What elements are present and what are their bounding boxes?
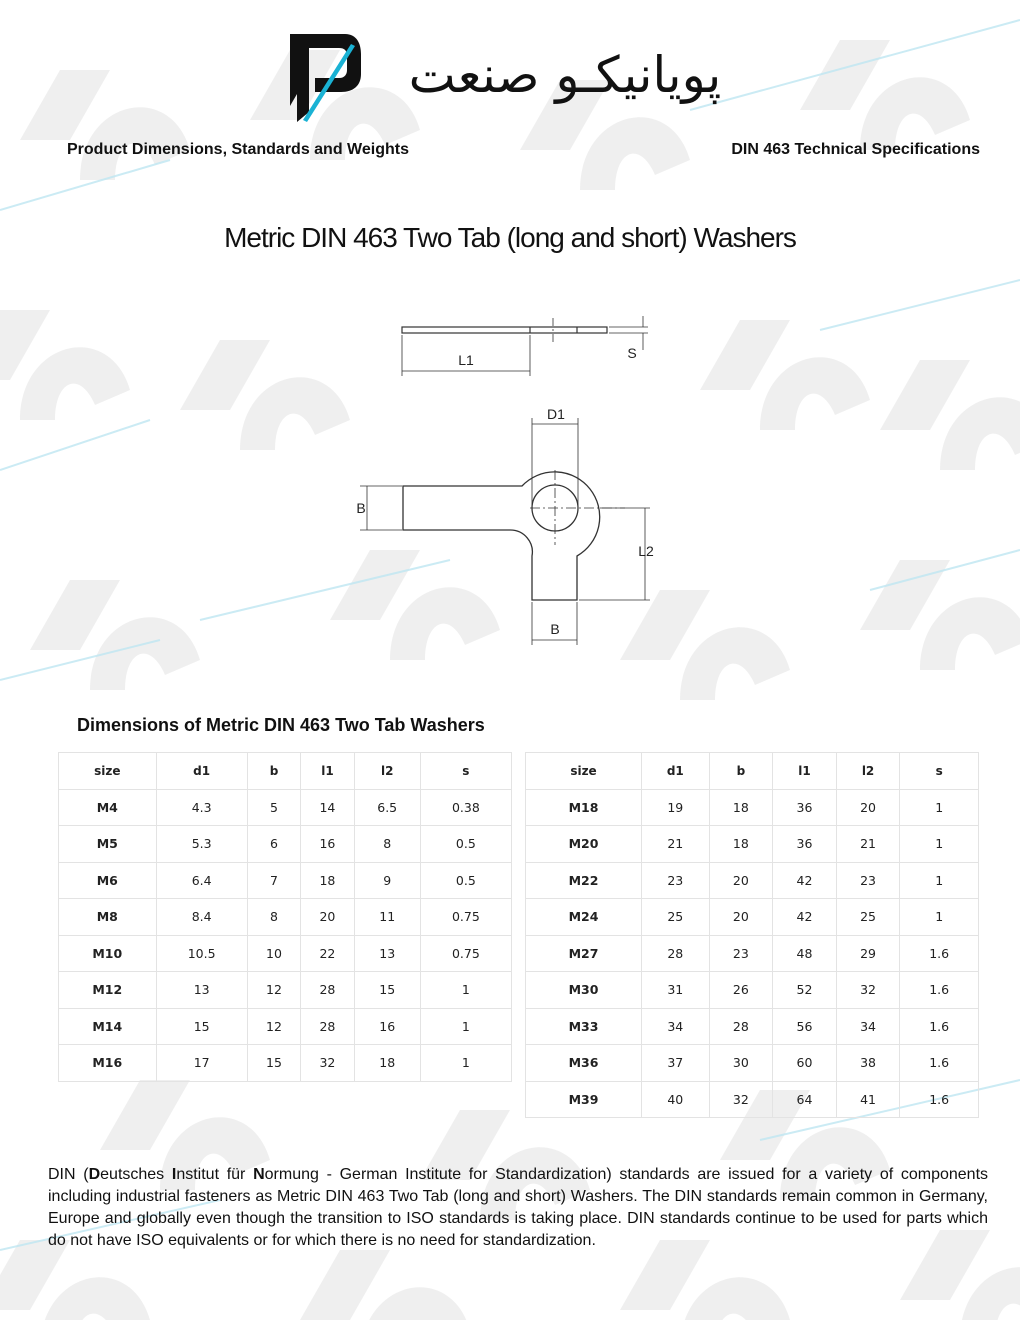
cell-d1: 15 bbox=[156, 1008, 247, 1045]
cell-s: 1 bbox=[900, 862, 979, 899]
cell-size: M30 bbox=[526, 972, 642, 1009]
cell-l1: 32 bbox=[301, 1045, 354, 1082]
cell-size: M6 bbox=[59, 862, 157, 899]
footer-paragraph bbox=[48, 1164, 988, 1252]
table-row bbox=[526, 862, 979, 899]
cell-l1: 42 bbox=[773, 862, 837, 899]
cell-d1: 21 bbox=[642, 826, 710, 863]
cell-b: 7 bbox=[247, 862, 300, 899]
cell-l1: 52 bbox=[773, 972, 837, 1009]
cell-size: M5 bbox=[59, 826, 157, 863]
header-right-text: DIN 463 Technical Specifications bbox=[731, 141, 980, 158]
column-header-l2: l2 bbox=[836, 753, 900, 790]
side-view bbox=[402, 316, 648, 376]
cell-size: M16 bbox=[59, 1045, 157, 1082]
cell-s: 1 bbox=[900, 789, 979, 826]
cell-l2: 18 bbox=[354, 1045, 420, 1082]
table-header-row bbox=[526, 753, 979, 790]
table-row bbox=[59, 972, 512, 1009]
cell-b: 15 bbox=[247, 1045, 300, 1082]
table-row bbox=[526, 826, 979, 863]
table-row bbox=[526, 935, 979, 972]
cell-l2: 32 bbox=[836, 972, 900, 1009]
cell-s: 0.75 bbox=[420, 899, 511, 936]
cell-l2: 6.5 bbox=[354, 789, 420, 826]
cell-d1: 23 bbox=[642, 862, 710, 899]
cell-l2: 41 bbox=[836, 1081, 900, 1118]
cell-s: 0.75 bbox=[420, 935, 511, 972]
cell-l1: 42 bbox=[773, 899, 837, 936]
column-header-d1: d1 bbox=[156, 753, 247, 790]
cell-size: M39 bbox=[526, 1081, 642, 1118]
table-row bbox=[59, 862, 512, 899]
cell-s: 1.6 bbox=[900, 1081, 979, 1118]
cell-b: 26 bbox=[709, 972, 773, 1009]
label-s: S bbox=[627, 345, 637, 361]
table-row bbox=[526, 972, 979, 1009]
cell-s: 1.6 bbox=[900, 935, 979, 972]
cell-size: M10 bbox=[59, 935, 157, 972]
cell-size: M33 bbox=[526, 1008, 642, 1045]
cell-l2: 9 bbox=[354, 862, 420, 899]
cell-l2: 20 bbox=[836, 789, 900, 826]
cell-b: 32 bbox=[709, 1081, 773, 1118]
cell-size: M22 bbox=[526, 862, 642, 899]
cell-b: 18 bbox=[709, 826, 773, 863]
cell-l2: 13 bbox=[354, 935, 420, 972]
cell-s: 1 bbox=[420, 972, 511, 1009]
cell-d1: 8.4 bbox=[156, 899, 247, 936]
cell-b: 12 bbox=[247, 1008, 300, 1045]
cell-size: M20 bbox=[526, 826, 642, 863]
table-row bbox=[59, 789, 512, 826]
cell-b: 6 bbox=[247, 826, 300, 863]
brand-name: پویانیکـو صنعت bbox=[408, 46, 722, 104]
cell-d1: 4.3 bbox=[156, 789, 247, 826]
column-header-d1: d1 bbox=[642, 753, 710, 790]
label-l1: L1 bbox=[458, 352, 474, 368]
footer-text-1: DIN ( bbox=[48, 1166, 89, 1183]
cell-b: 28 bbox=[709, 1008, 773, 1045]
cell-size: M12 bbox=[59, 972, 157, 1009]
cell-l1: 28 bbox=[301, 1008, 354, 1045]
cell-d1: 34 bbox=[642, 1008, 710, 1045]
cell-d1: 37 bbox=[642, 1045, 710, 1082]
cell-l2: 38 bbox=[836, 1045, 900, 1082]
top-view bbox=[360, 418, 650, 645]
cell-s: 0.5 bbox=[420, 826, 511, 863]
footer-bold-d: D bbox=[88, 1166, 101, 1183]
table-row bbox=[526, 1045, 979, 1082]
cell-l2: 23 bbox=[836, 862, 900, 899]
cell-s: 1 bbox=[420, 1008, 511, 1045]
footer-bold-n: N bbox=[253, 1166, 265, 1183]
dimensions-table-right bbox=[525, 752, 979, 1118]
cell-l1: 22 bbox=[301, 935, 354, 972]
cell-d1: 28 bbox=[642, 935, 710, 972]
table-row bbox=[526, 1008, 979, 1045]
cell-l1: 16 bbox=[301, 826, 354, 863]
cell-s: 0.5 bbox=[420, 862, 511, 899]
table-row bbox=[526, 789, 979, 826]
column-header-l2: l2 bbox=[354, 753, 420, 790]
cell-l2: 8 bbox=[354, 826, 420, 863]
table-row bbox=[59, 935, 512, 972]
cell-l1: 48 bbox=[773, 935, 837, 972]
column-header-s: s bbox=[420, 753, 511, 790]
cell-l1: 60 bbox=[773, 1045, 837, 1082]
cell-l1: 36 bbox=[773, 826, 837, 863]
cell-l2: 29 bbox=[836, 935, 900, 972]
cell-b: 5 bbox=[247, 789, 300, 826]
label-b-bottom: B bbox=[550, 621, 560, 637]
footer-text-4: ormung - German Institute for Standardization) standards are issued for a variety of components including industrial fasteners as Metric DIN 463 Two Tab (long and short) Washers. The DIN standards remain common in Germany, Europe and globally even though the transition to ISO standards is taking place. DIN standards continue to be used for parts which do not have ISO equivalents or for which there is no need for standardization. bbox=[48, 1166, 989, 1249]
cell-d1: 25 bbox=[642, 899, 710, 936]
cell-l1: 36 bbox=[773, 789, 837, 826]
cell-size: M24 bbox=[526, 899, 642, 936]
cell-b: 23 bbox=[709, 935, 773, 972]
footer-bold-i: I bbox=[171, 1166, 177, 1183]
cell-b: 20 bbox=[709, 862, 773, 899]
cell-d1: 17 bbox=[156, 1045, 247, 1082]
column-header-size: size bbox=[59, 753, 157, 790]
cell-s: 1 bbox=[900, 826, 979, 863]
cell-l2: 15 bbox=[354, 972, 420, 1009]
cell-s: 1.6 bbox=[900, 972, 979, 1009]
brand-logo bbox=[285, 26, 765, 126]
cell-l2: 34 bbox=[836, 1008, 900, 1045]
cell-l1: 28 bbox=[301, 972, 354, 1009]
brand-mark-icon bbox=[285, 26, 365, 126]
cell-size: M8 bbox=[59, 899, 157, 936]
tables-heading: Dimensions of Metric DIN 463 Two Tab Washers bbox=[77, 715, 485, 735]
column-header-s: s bbox=[900, 753, 979, 790]
column-header-b: b bbox=[247, 753, 300, 790]
table-row bbox=[526, 1081, 979, 1118]
cell-s: 1 bbox=[420, 1045, 511, 1082]
cell-l1: 20 bbox=[301, 899, 354, 936]
cell-l1: 18 bbox=[301, 862, 354, 899]
cell-l1: 14 bbox=[301, 789, 354, 826]
cell-size: M14 bbox=[59, 1008, 157, 1045]
cell-d1: 13 bbox=[156, 972, 247, 1009]
label-d1: D1 bbox=[547, 406, 565, 422]
cell-size: M36 bbox=[526, 1045, 642, 1082]
column-header-b: b bbox=[709, 753, 773, 790]
dimensions-table-left bbox=[58, 752, 512, 1082]
footer-text-2: eutsches bbox=[100, 1166, 172, 1183]
table-row bbox=[526, 899, 979, 936]
page-title: Metric DIN 463 Two Tab (long and short) Washers bbox=[224, 222, 796, 253]
cell-d1: 40 bbox=[642, 1081, 710, 1118]
cell-l1: 56 bbox=[773, 1008, 837, 1045]
cell-s: 1.6 bbox=[900, 1045, 979, 1082]
cell-b: 30 bbox=[709, 1045, 773, 1082]
label-b-left: B bbox=[356, 500, 366, 516]
footer-text-3: nstitut für bbox=[176, 1166, 254, 1183]
table-header-row bbox=[59, 753, 512, 790]
table-row bbox=[59, 1045, 512, 1082]
cell-l2: 16 bbox=[354, 1008, 420, 1045]
cell-d1: 6.4 bbox=[156, 862, 247, 899]
cell-d1: 5.3 bbox=[156, 826, 247, 863]
cell-d1: 31 bbox=[642, 972, 710, 1009]
header-left-text: Product Dimensions, Standards and Weights bbox=[67, 141, 409, 158]
cell-b: 20 bbox=[709, 899, 773, 936]
column-header-l1: l1 bbox=[773, 753, 837, 790]
cell-l1: 64 bbox=[773, 1081, 837, 1118]
table-row bbox=[59, 826, 512, 863]
cell-b: 18 bbox=[709, 789, 773, 826]
table-row bbox=[59, 899, 512, 936]
cell-s: 1.6 bbox=[900, 1008, 979, 1045]
label-l2: L2 bbox=[638, 543, 654, 559]
column-header-l1: l1 bbox=[301, 753, 354, 790]
cell-s: 1 bbox=[900, 899, 979, 936]
cell-l2: 21 bbox=[836, 826, 900, 863]
cell-size: M18 bbox=[526, 789, 642, 826]
cell-b: 12 bbox=[247, 972, 300, 1009]
cell-d1: 10.5 bbox=[156, 935, 247, 972]
column-header-size: size bbox=[526, 753, 642, 790]
cell-b: 8 bbox=[247, 899, 300, 936]
cell-size: M27 bbox=[526, 935, 642, 972]
cell-d1: 19 bbox=[642, 789, 710, 826]
cell-b: 10 bbox=[247, 935, 300, 972]
cell-l2: 11 bbox=[354, 899, 420, 936]
cell-s: 0.38 bbox=[420, 789, 511, 826]
washer-technical-drawing bbox=[340, 295, 680, 655]
cell-size: M4 bbox=[59, 789, 157, 826]
cell-l2: 25 bbox=[836, 899, 900, 936]
table-row bbox=[59, 1008, 512, 1045]
